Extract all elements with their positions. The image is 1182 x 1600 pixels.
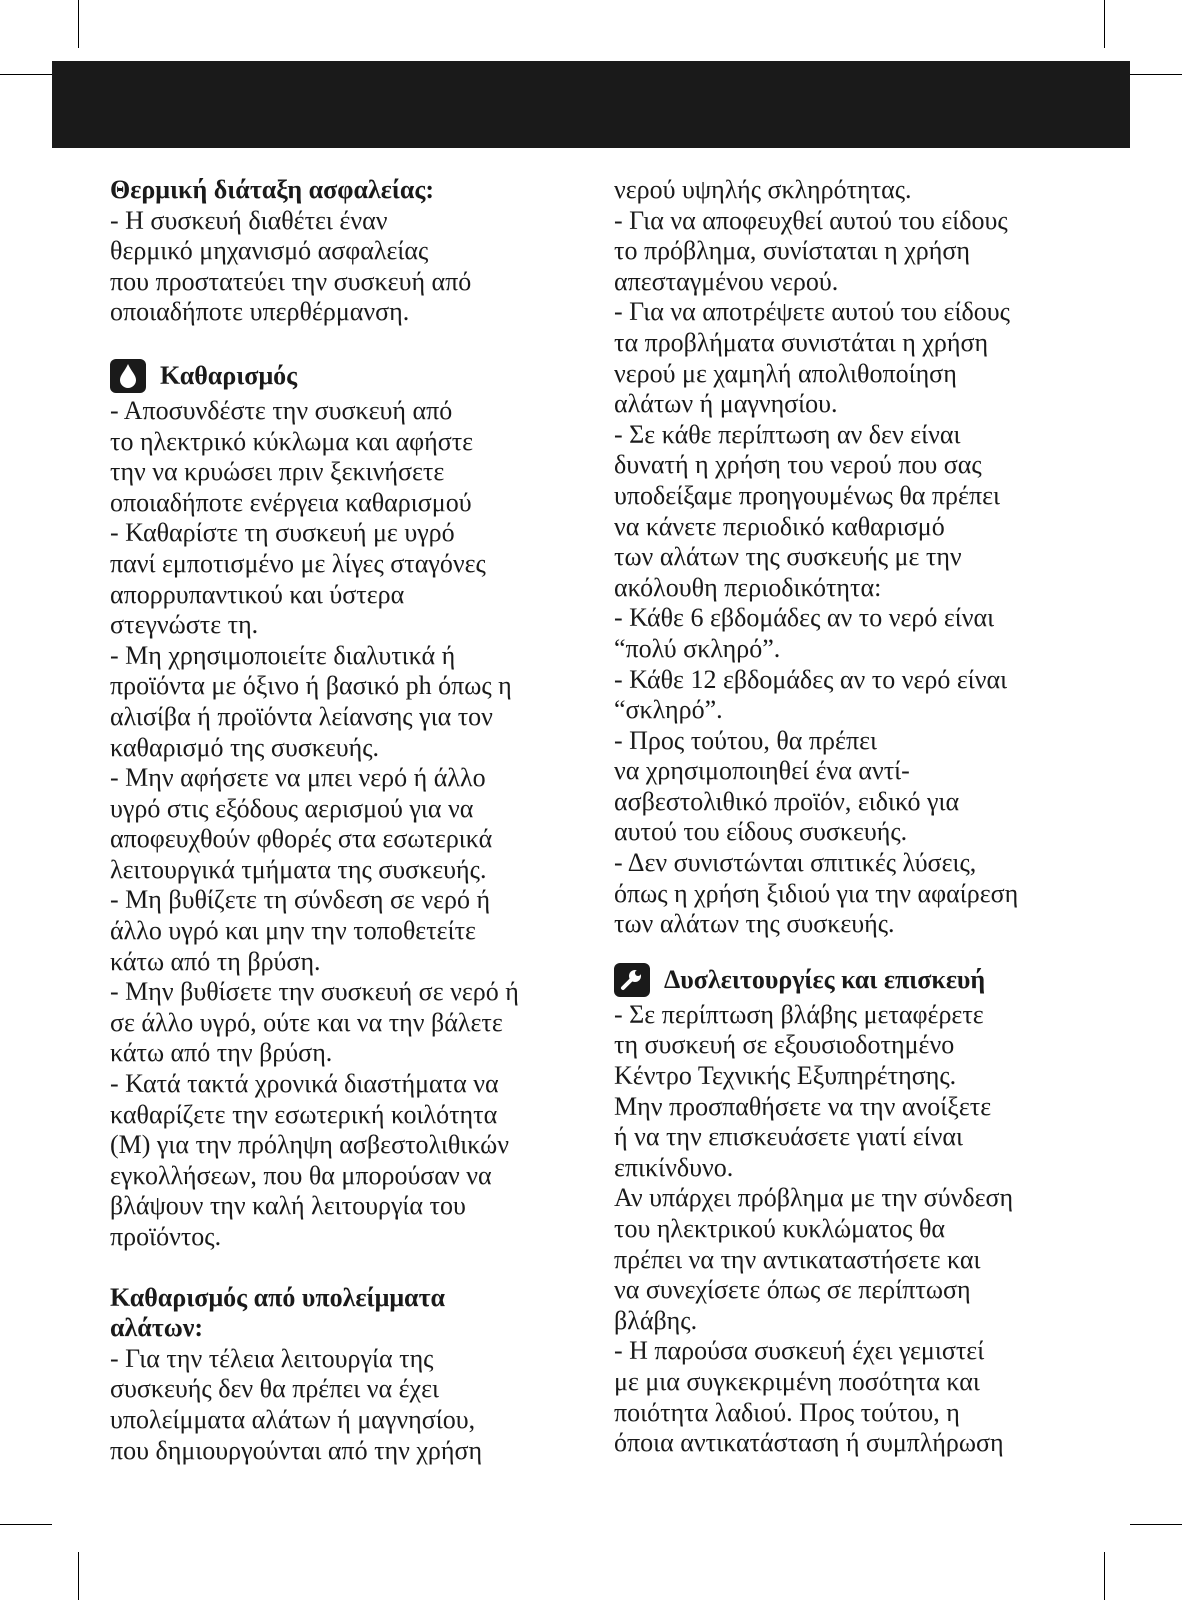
text-line: - Η συσκευή διαθέτει έναν <box>110 205 388 235</box>
text-line: αυτού του είδους συσκευής. <box>614 817 908 847</box>
text-line: λειτουργικά τμήματα της συσκευής. <box>110 854 487 884</box>
text-line: όποια αντικατάσταση ή συμπλήρωση <box>614 1428 1004 1458</box>
text-line: - Καθαρίστε τη συσκευή με υγρό <box>110 518 455 548</box>
text-line: - Μη χρησιμοποιείτε διαλυτικά ή <box>110 640 456 670</box>
text-line: οποιαδήποτε υπερθέρμανση. <box>110 297 410 327</box>
crop-mark <box>1130 1524 1182 1525</box>
text-line: απορρυπαντικού και ύστερα <box>110 579 405 609</box>
text-line: - Σε κάθε περίπτωση αν δεν είναι <box>614 419 961 449</box>
cleaning-heading <box>110 358 580 394</box>
text-line: - Κάθε 12 εβδομάδες αν το νερό είναι <box>614 664 1008 694</box>
text-line: αποφευχθούν φθορές στα εσωτερικά <box>110 824 493 854</box>
text-line: - Για να αποτρέψετε αυτού του είδους <box>614 297 1010 327</box>
text-line: πρέπει να την αντικαταστήσετε και <box>614 1244 981 1274</box>
text-line: να κάνετε περιοδικό καθαρισμό <box>614 511 945 541</box>
crop-mark <box>1104 1552 1105 1600</box>
text-line: το πρόβλημα, συνίσταται η χρήση <box>614 236 970 266</box>
text-line: επικίνδυνο. <box>614 1152 734 1182</box>
text-line: βλάψουν την καλή λειτουργία του <box>110 1191 466 1221</box>
text-line: αλάτων: <box>110 1313 204 1343</box>
text-line: - Για την τέλεια λειτουργία της <box>110 1343 434 1373</box>
section-title-repair: Δυσλειτουργίες και επισκευή <box>664 964 986 994</box>
section-title-thermal: Θερμική διάταξη ασφαλείας: <box>110 175 435 204</box>
left-column <box>110 175 580 1466</box>
text-line: “πολύ σκληρό”. <box>614 633 781 663</box>
text-line: στεγνώστε τη. <box>110 610 259 640</box>
text-line: των αλάτων της συσκευής. <box>614 909 895 939</box>
text-line: - Για να αποφευχθεί αυτού του είδους <box>614 205 1008 235</box>
text-line: - Η παρούσα συσκευή έχει γεμιστεί <box>614 1336 985 1366</box>
text-line: σε άλλο υγρό, ούτε και να την βάλετε <box>110 1007 503 1037</box>
text-line: - Κατά τακτά χρονικά διαστήματα να <box>110 1069 499 1099</box>
text-line: Κέντρο Τεχνικής Εξυπηρέτησης. <box>614 1061 957 1091</box>
text-line: υποδείξαμε προηγουμένως θα πρέπει <box>614 480 1000 510</box>
text-line: νερού με χαμηλή απολιθοποίηση <box>614 358 957 388</box>
text-line: Μην προσπαθήσετε να την ανοίξετε <box>614 1091 992 1121</box>
text-line: - Αποσυνδέστε την συσκευή από <box>110 395 453 425</box>
text-line: καθαρισμό της συσκευής. <box>110 732 380 762</box>
text-line: προϊόντος. <box>110 1222 222 1251</box>
text-line: ή να την επισκευάσετε γιατί είναι <box>614 1122 963 1152</box>
text-line: θερμικό μηχανισμό ασφαλείας <box>110 236 429 266</box>
text-line: - Προς τούτου, θα πρέπει <box>614 725 877 755</box>
text-line: πανί εμποτισμένο με λίγες σταγόνες <box>110 548 486 578</box>
repair-text <box>614 1000 1084 1459</box>
text-line: υγρό στις εξόδους αερισμού για να <box>110 793 474 823</box>
wrench-icon <box>614 963 650 997</box>
text-line: να χρησιμοποιηθεί ένα αντί- <box>614 756 910 786</box>
text-line: νερού υψηλής σκληρότητας. <box>614 175 912 204</box>
text-line: τη συσκευή σε εξουσιοδοτημένο <box>614 1030 955 1060</box>
text-line: που προστατεύει την συσκευή από <box>110 266 472 296</box>
text-line: συσκευής δεν θα πρέπει να έχει <box>110 1374 439 1404</box>
text-line: να συνεχίσετε όπως σε περίπτωση <box>614 1275 971 1305</box>
water-drop-icon <box>110 359 146 393</box>
section-title-cleaning: Καθαρισμός <box>160 360 298 390</box>
right-column <box>614 175 1084 1459</box>
text-line: προϊόντα με όξινο ή βασικό ph όπως η <box>110 671 512 701</box>
text-line: αλάτων ή μαγνησίου. <box>614 389 838 419</box>
crop-mark <box>1104 0 1105 48</box>
header-bar <box>52 61 1130 148</box>
text-line: καθαρίζετε την εσωτερική κοιλότητα <box>110 1099 498 1129</box>
repair-heading <box>614 962 1084 998</box>
crop-mark <box>0 1524 52 1525</box>
text-line: τα προβλήματα συνιστάται η χρήση <box>614 327 989 357</box>
crop-mark <box>1130 74 1182 75</box>
text-line: αλισίβα ή προϊόντα λείανσης για τον <box>110 701 493 731</box>
text-line: όπως η χρήση ξιδιού για την αφαίρεση <box>614 878 1019 908</box>
thermal-text <box>110 206 580 328</box>
crop-mark <box>0 74 52 75</box>
text-line: που δημιουργούνται από την χρήση <box>110 1435 483 1465</box>
text-line: βλάβης. <box>614 1305 698 1335</box>
text-line: ποιότητα λαδιού. Προς τούτου, η <box>614 1397 960 1427</box>
text-line: το ηλεκτρικό κύκλωμα και αφήστε <box>110 426 474 456</box>
text-line: Αν υπάρχει πρόβλημα με την σύνδεση <box>614 1183 1014 1213</box>
cleaning-text <box>110 396 580 1253</box>
text-line: άλλο υγρό και μην την τοποθετείτε <box>110 916 476 946</box>
scale-text-continued <box>614 175 1084 940</box>
crop-mark <box>78 1552 79 1600</box>
text-line: - Δεν συνιστώνται σπιτικές λύσεις, <box>614 848 977 878</box>
text-line: - Μη βυθίζετε τη σύνδεση σε νερό ή <box>110 885 491 915</box>
text-line: του ηλεκτρικού κυκλώματος θα <box>614 1214 946 1243</box>
text-line: κάτω από τη βρύση. <box>110 946 321 976</box>
text-line: - Μην βυθίσετε την συσκευή σε νερό ή <box>110 977 519 1007</box>
text-line: δυνατή η χρήση του νερού που σας <box>614 450 982 480</box>
text-line: απεσταγμένου νερού. <box>614 266 839 296</box>
text-line: οποιαδήποτε ενέργεια καθαρισμού <box>110 487 472 517</box>
text-line: ασβεστολιθικό προϊόν, ειδικό για <box>614 786 960 816</box>
text-line: την να κρυώσει πριν ξεκινήσετε <box>110 457 445 487</box>
text-line: Καθαρισμός από υπολείμματα <box>110 1282 446 1312</box>
text-line: ακόλουθη περιοδικότητα: <box>614 572 882 602</box>
text-line: με μια συγκεκριμένη ποσότητα και <box>614 1366 980 1396</box>
text-line: “σκληρό”. <box>614 695 723 725</box>
section-title-scale <box>110 1283 580 1344</box>
text-line: εγκολλήσεων, που θα μπορούσαν να <box>110 1160 492 1190</box>
text-line: (M) για την πρόληψη ασβεστολιθικών <box>110 1130 510 1160</box>
text-line: - Μην αφήσετε να μπει νερό ή άλλο <box>110 763 486 793</box>
text-line: των αλάτων της συσκευής με την <box>614 542 962 572</box>
text-line: - Σε περίπτωση βλάβης μεταφέρετε <box>614 999 984 1029</box>
scale-text <box>110 1344 580 1466</box>
text-line: κάτω από την βρύση. <box>110 1038 333 1068</box>
text-line: - Κάθε 6 εβδομάδες αν το νερό είναι <box>614 603 995 633</box>
crop-mark <box>78 0 79 48</box>
text-line: υπολείμματα αλάτων ή μαγνησίου, <box>110 1404 476 1434</box>
